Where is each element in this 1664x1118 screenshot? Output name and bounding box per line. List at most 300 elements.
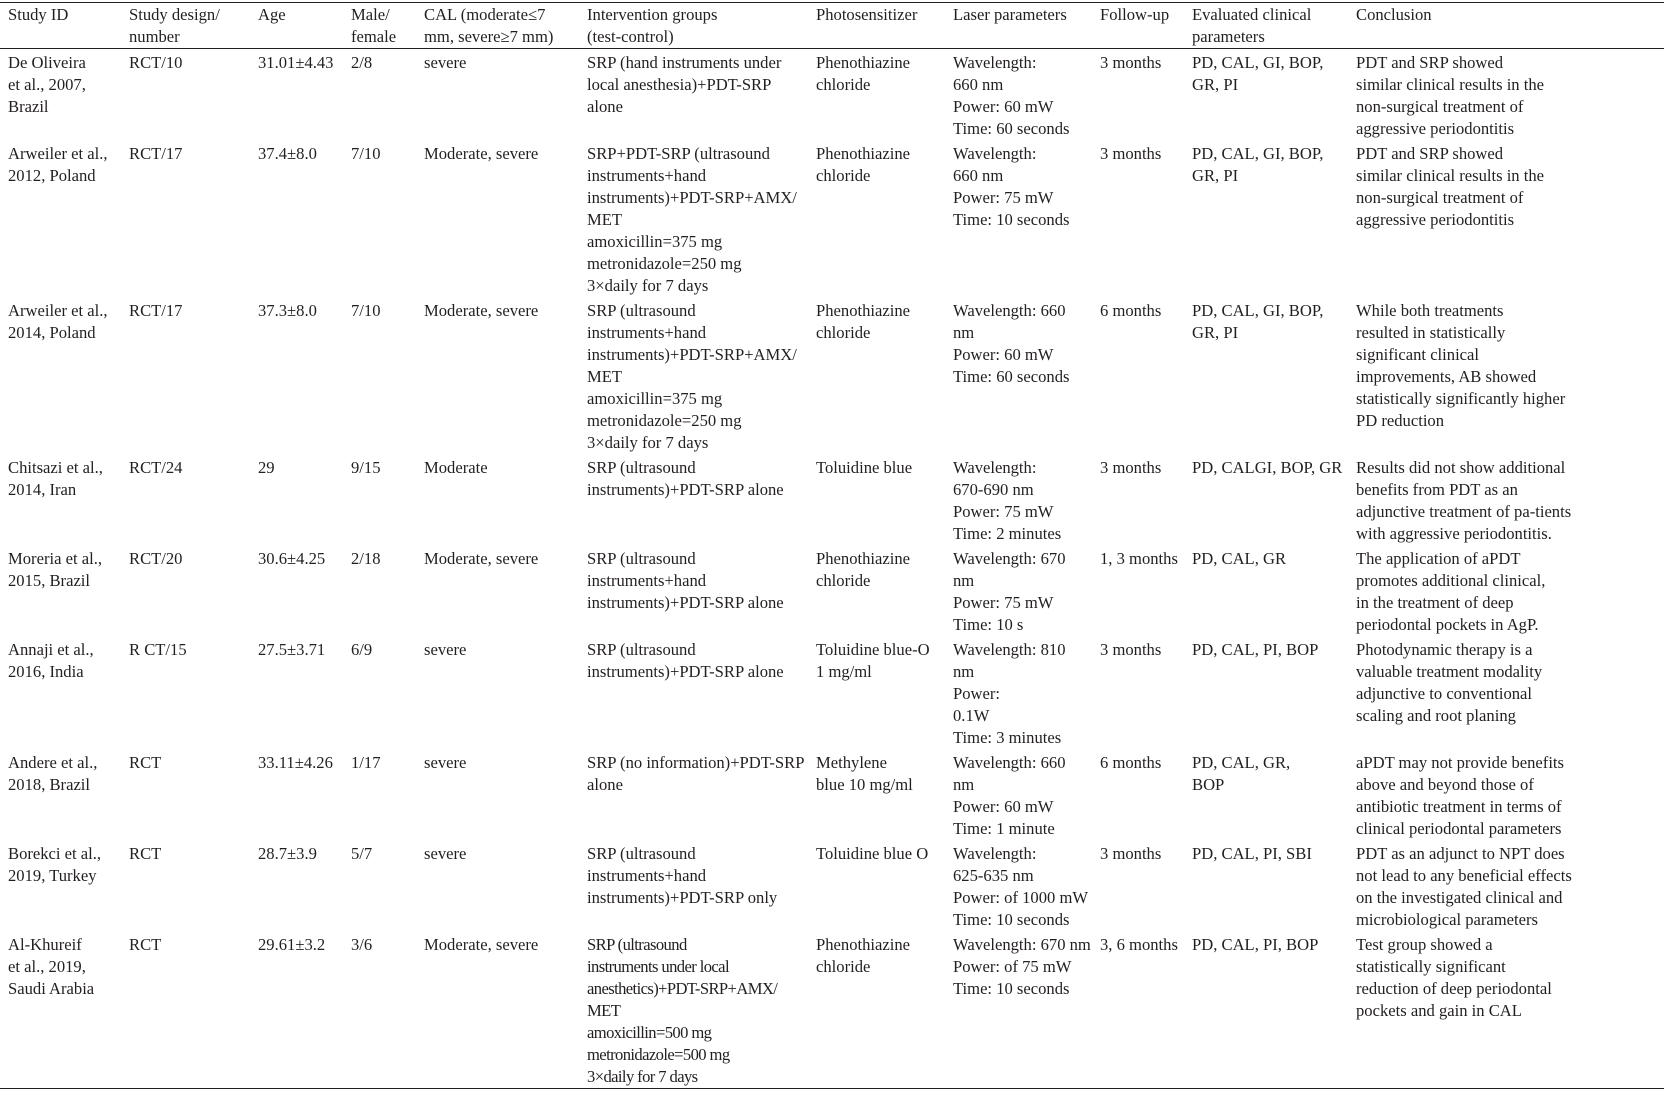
cell-line: Andere et al., (8, 753, 98, 772)
cell-line: 29 (258, 458, 275, 477)
cell-line: 6 months (1100, 753, 1162, 772)
table-row (0, 749, 1664, 840)
cell-line: Power: 60 mW (953, 97, 1054, 116)
cell-line: Toluidine blue (816, 458, 913, 477)
cell-line: RCT (129, 753, 162, 772)
cell-line: severe (424, 53, 467, 72)
cell-line: alone (587, 775, 623, 794)
cell-line: GR, PI (1192, 323, 1239, 342)
cell-line: While both treatments (1356, 301, 1504, 320)
cell-line: similar clinical results in the (1356, 75, 1545, 94)
cell-line: benefits from PDT as an (1356, 480, 1518, 499)
cell-line: 1, 3 months (1100, 549, 1178, 568)
cell-age (250, 49, 343, 141)
cell-line: pockets and gain in CAL (1356, 1001, 1522, 1020)
cell-line: significant clinical (1356, 345, 1480, 364)
cell-line: Laser parameters (953, 5, 1067, 24)
cell-study (0, 49, 121, 141)
cell-line: Time: 10 s (953, 615, 1024, 634)
cell-line: 3 months (1100, 844, 1162, 863)
cell-laser (945, 840, 1092, 931)
table-row (0, 140, 1664, 297)
cell-line: GR, PI (1192, 75, 1239, 94)
cell-line: metronidazole=250 mg (587, 411, 742, 430)
cell-study (0, 931, 121, 1089)
cell-study (0, 454, 121, 545)
cell-evaluated (1184, 297, 1348, 454)
table-body (0, 49, 1664, 1089)
cell-line: instruments+hand (587, 571, 707, 590)
cell-line: Power: 75 mW (953, 188, 1054, 207)
cell-line: 670-690 nm (953, 480, 1034, 499)
cell-line: Wavelength: 660 (953, 301, 1066, 320)
cell-line: BOP (1192, 775, 1225, 794)
cell-line: instruments)+PDT-SRP+AMX/ (587, 345, 797, 364)
column-header-study (0, 3, 121, 49)
cell-laser (945, 140, 1092, 297)
cell-line: severe (424, 640, 467, 659)
cell-photosensitizer (808, 636, 945, 749)
cell-line: Phenothiazine (816, 144, 911, 163)
cell-line: Borekci et al., (8, 844, 102, 863)
cell-design (121, 140, 250, 297)
cell-intervention (579, 749, 808, 840)
cell-cal (416, 636, 579, 749)
cell-age (250, 840, 343, 931)
cell-photosensitizer (808, 931, 945, 1089)
cell-intervention (579, 545, 808, 636)
cell-line: 7/10 (351, 144, 381, 163)
cell-intervention (579, 49, 808, 141)
header-row (0, 3, 1664, 49)
cell-line: SRP (no information)+PDT-SRP (587, 753, 805, 772)
cell-line: severe (424, 844, 467, 863)
cell-age (250, 545, 343, 636)
cell-sex (343, 840, 416, 931)
cell-line: Phenothiazine (816, 935, 911, 954)
cell-evaluated (1184, 840, 1348, 931)
cell-line: periodontal pockets in AgP. (1356, 615, 1539, 634)
cell-line: 3 months (1100, 458, 1162, 477)
cell-line: 1/17 (351, 753, 381, 772)
cell-intervention (579, 840, 808, 931)
cell-cal (416, 49, 579, 141)
cell-line: SRP (ultrasound (587, 844, 696, 863)
cell-study (0, 840, 121, 931)
cell-design (121, 49, 250, 141)
cell-line: instruments)+PDT-SRP+AMX/ (587, 188, 797, 207)
cell-line: SRP (hand instruments under (587, 53, 782, 72)
cell-line: Time: 60 seconds (953, 367, 1070, 386)
cell-line: 3 months (1100, 640, 1162, 659)
cell-line: 33.11±4.26 (258, 753, 333, 772)
cell-line: alone (587, 97, 623, 116)
cell-intervention (579, 140, 808, 297)
cell-line: Intervention groups (587, 5, 718, 24)
cell-line: resulted in statistically (1356, 323, 1506, 342)
cell-laser (945, 297, 1092, 454)
cell-line: above and beyond those of (1356, 775, 1534, 794)
cell-line: 2015, Brazil (8, 571, 91, 590)
cell-line: adjunctive treatment of pa-tients (1356, 502, 1572, 521)
cell-line: SRP (ultrasound (587, 935, 687, 954)
cell-line: 2018, Brazil (8, 775, 91, 794)
cell-design (121, 297, 250, 454)
cell-line: statistically significantly higher (1356, 389, 1566, 408)
cell-line: on the investigated clinical and (1356, 888, 1563, 907)
cell-line: female (351, 27, 397, 46)
cell-line: instruments+hand (587, 166, 707, 185)
studies-table (0, 2, 1664, 1089)
cell-age (250, 454, 343, 545)
cell-followup (1092, 931, 1184, 1089)
cell-sex (343, 297, 416, 454)
column-header-photosensitizer (808, 3, 945, 49)
cell-design (121, 749, 250, 840)
cell-line: Phenothiazine (816, 301, 911, 320)
cell-line: RCT (129, 844, 162, 863)
cell-line: 2/18 (351, 549, 381, 568)
cell-cal (416, 297, 579, 454)
cell-followup (1092, 545, 1184, 636)
cell-line: Saudi Arabia (8, 979, 95, 998)
cell-line: Time: 2 minutes (953, 524, 1062, 543)
cell-followup (1092, 297, 1184, 454)
cell-sex (343, 749, 416, 840)
cell-conclusion (1348, 454, 1664, 545)
cell-line: 2012, Poland (8, 166, 96, 185)
cell-followup (1092, 454, 1184, 545)
cell-line: RCT/10 (129, 53, 183, 72)
cell-line: 2014, Iran (8, 480, 77, 499)
cell-line: chloride (816, 571, 871, 590)
cell-line: 3×daily for 7 days (587, 433, 709, 452)
cell-evaluated (1184, 454, 1348, 545)
cell-line: Photodynamic therapy is a (1356, 640, 1533, 659)
cell-line: 660 nm (953, 166, 1004, 185)
cell-line: Power: of 1000 mW (953, 888, 1089, 907)
cell-line: Phenothiazine (816, 53, 911, 72)
cell-line: PDT as an adjunct to NPT does (1356, 844, 1565, 863)
cell-line: Al-Khureif (8, 935, 82, 954)
cell-line: Annaji et al., (8, 640, 94, 659)
cell-line: 37.4±8.0 (258, 144, 317, 163)
cell-line: clinical periodontal parameters (1356, 819, 1562, 838)
cell-line: 29.61±3.2 (258, 935, 326, 954)
cell-line: Wavelength: (953, 844, 1037, 863)
cell-line: number (129, 27, 180, 46)
cell-line: aggressive periodontitis (1356, 119, 1515, 138)
cell-cal (416, 454, 579, 545)
cell-line: SRP (ultrasound (587, 549, 696, 568)
cell-line: Evaluated clinical (1192, 5, 1312, 24)
table-row (0, 297, 1664, 454)
cell-cal (416, 931, 579, 1089)
cell-line: similar clinical results in the (1356, 166, 1545, 185)
cell-age (250, 636, 343, 749)
cell-line: 1 mg/ml (816, 662, 872, 681)
cell-sex (343, 49, 416, 141)
cell-line: anesthetics)+PDT-SRP+AMX/ (587, 979, 778, 998)
table-row (0, 545, 1664, 636)
cell-photosensitizer (808, 749, 945, 840)
cell-conclusion (1348, 636, 1664, 749)
cell-photosensitizer (808, 49, 945, 141)
cell-line: RCT/20 (129, 549, 183, 568)
cell-line: Wavelength: (953, 144, 1037, 163)
cell-line: 3, 6 months (1100, 935, 1178, 954)
cell-evaluated (1184, 49, 1348, 141)
cell-line: PDT and SRP showed (1356, 144, 1504, 163)
cell-evaluated (1184, 140, 1348, 297)
table-header (0, 3, 1664, 49)
cell-line: Wavelength: 670 (953, 549, 1066, 568)
cell-line: RCT (129, 935, 162, 954)
cell-line: PD, CAL, GI, BOP, (1192, 144, 1324, 163)
cell-line: chloride (816, 75, 871, 94)
cell-line: et al., 2019, (8, 957, 86, 976)
cell-line: Moreria et al., (8, 549, 102, 568)
cell-line: PD, CAL, GR, (1192, 753, 1291, 772)
cell-line: Results did not show additional (1356, 458, 1566, 477)
cell-sex (343, 636, 416, 749)
cell-line: instruments)+PDT-SRP alone (587, 593, 784, 612)
cell-photosensitizer (808, 545, 945, 636)
cell-age (250, 931, 343, 1089)
column-header-sex (343, 3, 416, 49)
table-row (0, 49, 1664, 141)
column-header-age (250, 3, 343, 49)
cell-line: 27.5±3.71 (258, 640, 326, 659)
cell-line: Moderate, severe (424, 301, 539, 320)
cell-line: 5/7 (351, 844, 373, 863)
cell-line: Power: 75 mW (953, 593, 1054, 612)
cell-line: R CT/15 (129, 640, 187, 659)
cell-evaluated (1184, 749, 1348, 840)
cell-line: Time: 10 seconds (953, 910, 1070, 929)
cell-line: 2014, Poland (8, 323, 96, 342)
table-row (0, 931, 1664, 1089)
cell-line: amoxicillin=375 mg (587, 232, 723, 251)
cell-line: 2/8 (351, 53, 373, 72)
cell-line: instruments+hand (587, 866, 707, 885)
cell-line: Moderate, severe (424, 935, 539, 954)
cell-line: Wavelength: 810 (953, 640, 1066, 659)
cell-line: 31.01±4.43 (258, 53, 334, 72)
cell-line: Conclusion (1356, 5, 1432, 24)
cell-line: Brazil (8, 97, 49, 116)
table-row (0, 636, 1664, 749)
cell-line: MET (587, 1001, 621, 1020)
cell-line: aPDT may not provide benefits (1356, 753, 1564, 772)
cell-line: adjunctive to conventional (1356, 684, 1533, 703)
cell-line: instruments under local (587, 957, 729, 976)
cell-intervention (579, 636, 808, 749)
cell-line: Test group showed a (1356, 935, 1493, 954)
cell-line: instruments)+PDT-SRP only (587, 888, 778, 907)
cell-line: Power: 60 mW (953, 345, 1054, 364)
cell-design (121, 931, 250, 1089)
cell-line: PD, CAL, GI, BOP, (1192, 301, 1324, 320)
cell-sex (343, 140, 416, 297)
cell-line: 28.7±3.9 (258, 844, 317, 863)
cell-line: 3/6 (351, 935, 373, 954)
cell-line: Follow-up (1100, 5, 1170, 24)
cell-line: PD, CALGI, BOP, GR (1192, 458, 1343, 477)
cell-line: PDT and SRP showed (1356, 53, 1504, 72)
cell-line: nm (953, 775, 975, 794)
cell-line: 3×daily for 7 days (587, 1067, 698, 1086)
cell-conclusion (1348, 297, 1664, 454)
cell-conclusion (1348, 840, 1664, 931)
cell-line: Age (258, 5, 286, 24)
cell-line: not lead to any beneficial effects (1356, 866, 1572, 885)
cell-cal (416, 140, 579, 297)
cell-line: Phenothiazine (816, 549, 911, 568)
column-header-intervention (579, 3, 808, 49)
cell-photosensitizer (808, 840, 945, 931)
cell-line: RCT/17 (129, 144, 183, 163)
cell-line: Photosensitizer (816, 5, 918, 24)
cell-line: SRP (ultrasound (587, 301, 696, 320)
cell-line: statistically significant (1356, 957, 1506, 976)
cell-line: amoxicillin=375 mg (587, 389, 723, 408)
cell-line: improvements, AB showed (1356, 367, 1537, 386)
cell-study (0, 297, 121, 454)
cell-laser (945, 749, 1092, 840)
cell-laser (945, 636, 1092, 749)
cell-line: Male/ (351, 5, 390, 24)
cell-laser (945, 49, 1092, 141)
cell-line: severe (424, 753, 467, 772)
cell-line: Time: 60 seconds (953, 119, 1070, 138)
cell-cal (416, 749, 579, 840)
cell-line: parameters (1192, 27, 1265, 46)
cell-photosensitizer (808, 297, 945, 454)
cell-line: 9/15 (351, 458, 381, 477)
cell-line: Study design/ (129, 5, 220, 24)
cell-age (250, 749, 343, 840)
cell-line: with aggressive periodontitis. (1356, 524, 1552, 543)
cell-photosensitizer (808, 454, 945, 545)
cell-photosensitizer (808, 140, 945, 297)
cell-line: blue 10 mg/ml (816, 775, 913, 794)
column-header-cal (416, 3, 579, 49)
cell-line: Wavelength: (953, 53, 1037, 72)
cell-line: 37.3±8.0 (258, 301, 317, 320)
cell-line: RCT/17 (129, 301, 183, 320)
cell-line: nm (953, 571, 975, 590)
cell-line: Power: 75 mW (953, 502, 1054, 521)
cell-line: antibiotic treatment in terms of (1356, 797, 1562, 816)
cell-line: valuable treatment modality (1356, 662, 1543, 681)
cell-laser (945, 931, 1092, 1089)
cell-line: instruments)+PDT-SRP alone (587, 662, 784, 681)
cell-line: et al., 2007, (8, 75, 86, 94)
cell-cal (416, 840, 579, 931)
cell-line: 2019, Turkey (8, 866, 97, 885)
cell-line: PD, CAL, PI, SBI (1192, 844, 1312, 863)
cell-line: PD reduction (1356, 411, 1445, 430)
cell-line: Power: of 75 mW (953, 957, 1072, 976)
cell-line: Power: (953, 684, 1001, 703)
cell-line: PD, CAL, PI, BOP (1192, 640, 1319, 659)
table-row (0, 840, 1664, 931)
cell-line: SRP (ultrasound (587, 458, 696, 477)
cell-age (250, 297, 343, 454)
cell-line: chloride (816, 957, 871, 976)
cell-evaluated (1184, 636, 1348, 749)
cell-line: 3 months (1100, 53, 1162, 72)
cell-line: SRP (ultrasound (587, 640, 696, 659)
cell-cal (416, 545, 579, 636)
cell-line: reduction of deep periodontal (1356, 979, 1552, 998)
cell-line: metronidazole=250 mg (587, 254, 742, 273)
cell-line: mm, severe≥7 mm) (424, 27, 554, 46)
cell-line: 625-635 nm (953, 866, 1034, 885)
column-header-design (121, 3, 250, 49)
cell-line: 0.1W (953, 706, 990, 725)
cell-line: MET (587, 367, 623, 386)
cell-line: Time: 10 seconds (953, 210, 1070, 229)
column-header-evaluated (1184, 3, 1348, 49)
cell-line: Arweiler et al., (8, 144, 108, 163)
cell-design (121, 454, 250, 545)
cell-intervention (579, 297, 808, 454)
cell-line: chloride (816, 166, 871, 185)
cell-design (121, 636, 250, 749)
cell-sex (343, 454, 416, 545)
cell-line: 3 months (1100, 144, 1162, 163)
cell-line: nm (953, 323, 975, 342)
cell-line: Moderate, severe (424, 549, 539, 568)
cell-line: aggressive periodontitis (1356, 210, 1515, 229)
cell-line: local anesthesia)+PDT-SRP (587, 75, 772, 94)
cell-conclusion (1348, 140, 1664, 297)
cell-line: Wavelength: 660 (953, 753, 1066, 772)
cell-line: instruments)+PDT-SRP alone (587, 480, 784, 499)
cell-line: in the treatment of deep (1356, 593, 1514, 612)
cell-line: 7/10 (351, 301, 381, 320)
cell-line: RCT/24 (129, 458, 183, 477)
cell-line: (test-control) (587, 27, 674, 46)
cell-line: instruments+hand (587, 323, 707, 342)
cell-line: Study ID (8, 5, 69, 24)
cell-line: Time: 1 minute (953, 819, 1055, 838)
cell-conclusion (1348, 931, 1664, 1089)
cell-conclusion (1348, 749, 1664, 840)
cell-line: GR, PI (1192, 166, 1239, 185)
cell-line: Chitsazi et al., (8, 458, 103, 477)
cell-line: MET (587, 210, 623, 229)
column-header-laser (945, 3, 1092, 49)
cell-intervention (579, 454, 808, 545)
cell-line: non-surgical treatment of (1356, 97, 1524, 116)
cell-line: non-surgical treatment of (1356, 188, 1524, 207)
cell-line: amoxicillin=500 mg (587, 1023, 712, 1042)
table-row (0, 454, 1664, 545)
cell-line: PD, CAL, PI, BOP (1192, 935, 1319, 954)
cell-study (0, 140, 121, 297)
cell-laser (945, 454, 1092, 545)
cell-line: De Oliveira (8, 53, 86, 72)
cell-line: scaling and root planing (1356, 706, 1516, 725)
cell-line: Moderate (424, 458, 488, 477)
cell-line: Wavelength: (953, 458, 1037, 477)
cell-sex (343, 931, 416, 1089)
cell-design (121, 840, 250, 931)
cell-line: 6 months (1100, 301, 1162, 320)
